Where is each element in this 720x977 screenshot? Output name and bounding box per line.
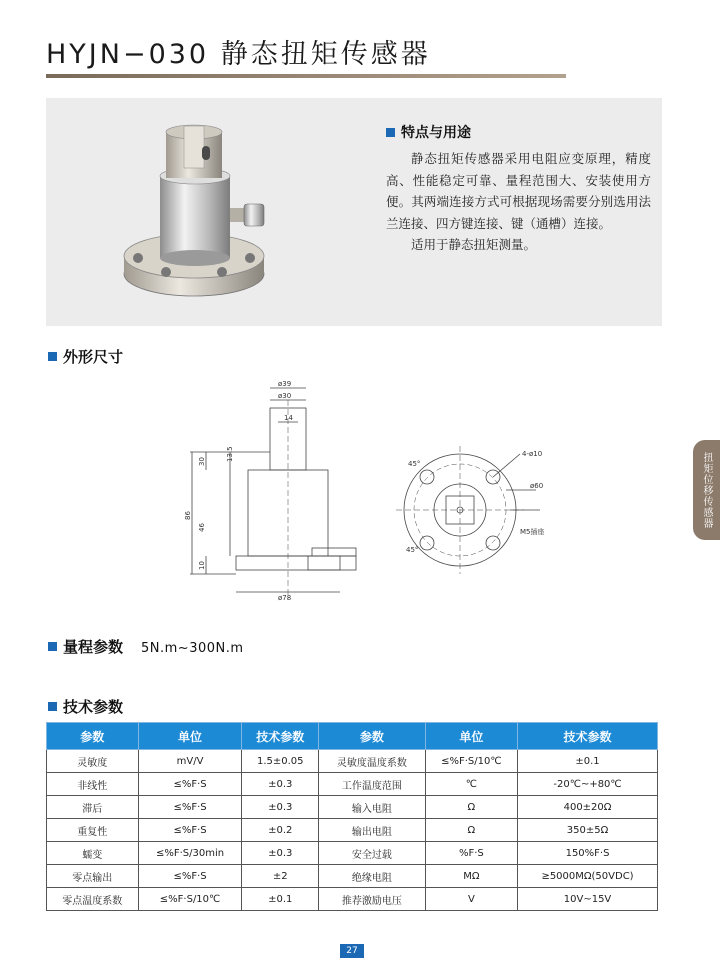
table-cell: ≤%F·S/10℃ <box>425 750 517 773</box>
sensor-photo <box>116 106 346 318</box>
dim-d39: ø39 <box>278 380 292 388</box>
table-cell: 工作温度范围 <box>319 773 426 796</box>
bullet-square-icon <box>48 702 57 711</box>
range-value: 5N.m~300N.m <box>141 641 244 656</box>
table-cell: ≤%F·S <box>138 773 242 796</box>
table-cell: ℃ <box>425 773 517 796</box>
side-category-tab: 扭矩位移传感器 <box>693 440 720 540</box>
table-row <box>47 796 658 819</box>
table-cell: Ω <box>425 819 517 842</box>
table-cell: ≤%F·S/10℃ <box>138 888 242 911</box>
features-paragraph-1: 静态扭矩传感器采用电阻应变原理，精度高、性能稳定可靠、量程范围大、安装使用方便。其两端连接方式可根据现场需要分别选用法兰连接、四方键连接、键（通槽）连接。 <box>386 151 651 231</box>
table-row <box>47 865 658 888</box>
dim-d60: ø60 <box>530 482 544 490</box>
table-cell: 滞后 <box>47 796 139 819</box>
table-cell: ≥5000MΩ(50VDC) <box>518 865 658 888</box>
table-cell: 零点温度系数 <box>47 888 139 911</box>
table-cell: 安全过载 <box>319 842 426 865</box>
dim-d30: ø30 <box>278 392 292 400</box>
table-cell: 400±20Ω <box>518 796 658 819</box>
col-header: 单位 <box>138 723 242 750</box>
features-paragraph-2: 适用于静态扭矩测量。 <box>411 237 537 252</box>
table-cell: ≤%F·S <box>138 796 242 819</box>
table-row <box>47 842 658 865</box>
bullet-square-icon <box>48 642 57 651</box>
table-cell: %F·S <box>425 842 517 865</box>
table-cell: 蠕变 <box>47 842 139 865</box>
table-cell: mV/V <box>138 750 242 773</box>
col-header: 参数 <box>319 723 426 750</box>
dim-h13-5: 13.5 <box>226 446 234 462</box>
table-cell: 重复性 <box>47 819 139 842</box>
dim-h10: 10 <box>198 561 206 570</box>
dim-d78: ø78 <box>278 594 292 602</box>
table-cell: Ω <box>425 796 517 819</box>
table-cell: 1.5±0.05 <box>242 750 319 773</box>
table-cell: ±0.2 <box>242 819 319 842</box>
dim-angle-bottom: 45° <box>406 546 419 554</box>
page-number: 27 <box>340 944 364 958</box>
spec-table-header <box>47 723 658 750</box>
page-title: HYJN−030 静态扭矩传感器 <box>46 39 431 70</box>
table-cell: -20℃~+80℃ <box>518 773 658 796</box>
tech-heading: 技术参数 <box>48 696 123 717</box>
table-cell: ±0.1 <box>518 750 658 773</box>
table-cell: 灵敏度 <box>47 750 139 773</box>
table-cell: MΩ <box>425 865 517 888</box>
col-header: 单位 <box>425 723 517 750</box>
spec-table <box>46 722 658 911</box>
bullet-square-icon <box>48 352 57 361</box>
dim-h86: 86 <box>184 511 192 520</box>
features-heading: 特点与用途 <box>386 122 471 142</box>
col-header: 参数 <box>47 723 139 750</box>
table-cell: V <box>425 888 517 911</box>
table-cell: 非线性 <box>47 773 139 796</box>
table-row <box>47 819 658 842</box>
range-heading: 量程参数 5N.m~300N.m <box>48 636 244 657</box>
bullet-square-icon <box>386 128 395 137</box>
table-cell: ±2 <box>242 865 319 888</box>
table-cell: 绝缘电阻 <box>319 865 426 888</box>
table-cell: 输入电阻 <box>319 796 426 819</box>
dim-w14: 14 <box>284 414 293 422</box>
features-text <box>386 148 651 256</box>
table-cell: ≤%F·S/30min <box>138 842 242 865</box>
dim-holes: 4-ø10 <box>522 450 543 458</box>
table-cell: 零点输出 <box>47 865 139 888</box>
table-cell: ≤%F·S <box>138 819 242 842</box>
table-cell: 输出电阻 <box>319 819 426 842</box>
table-cell: 推荐激励电压 <box>319 888 426 911</box>
table-cell: ≤%F·S <box>138 865 242 888</box>
col-header: 技术参数 <box>518 723 658 750</box>
dimensions-heading: 外形尺寸 <box>48 346 123 367</box>
dim-angle-top: 45° <box>408 460 421 468</box>
table-row <box>47 773 658 796</box>
table-cell: 灵敏度温度系数 <box>319 750 426 773</box>
feature-panel <box>46 98 662 326</box>
table-cell: 350±5Ω <box>518 819 658 842</box>
dim-h46: 46 <box>198 523 206 532</box>
dimension-drawing <box>170 370 570 610</box>
table-cell: ±0.3 <box>242 773 319 796</box>
table-row <box>47 750 658 773</box>
dim-h30: 30 <box>198 457 206 466</box>
col-header: 技术参数 <box>242 723 319 750</box>
dim-connector: M5插座 <box>520 528 545 536</box>
table-cell: ±0.3 <box>242 842 319 865</box>
table-row <box>47 888 658 911</box>
table-cell: ±0.1 <box>242 888 319 911</box>
table-cell: ±0.3 <box>242 796 319 819</box>
table-cell: 150%F·S <box>518 842 658 865</box>
title-underline <box>46 74 566 78</box>
table-cell: 10V~15V <box>518 888 658 911</box>
